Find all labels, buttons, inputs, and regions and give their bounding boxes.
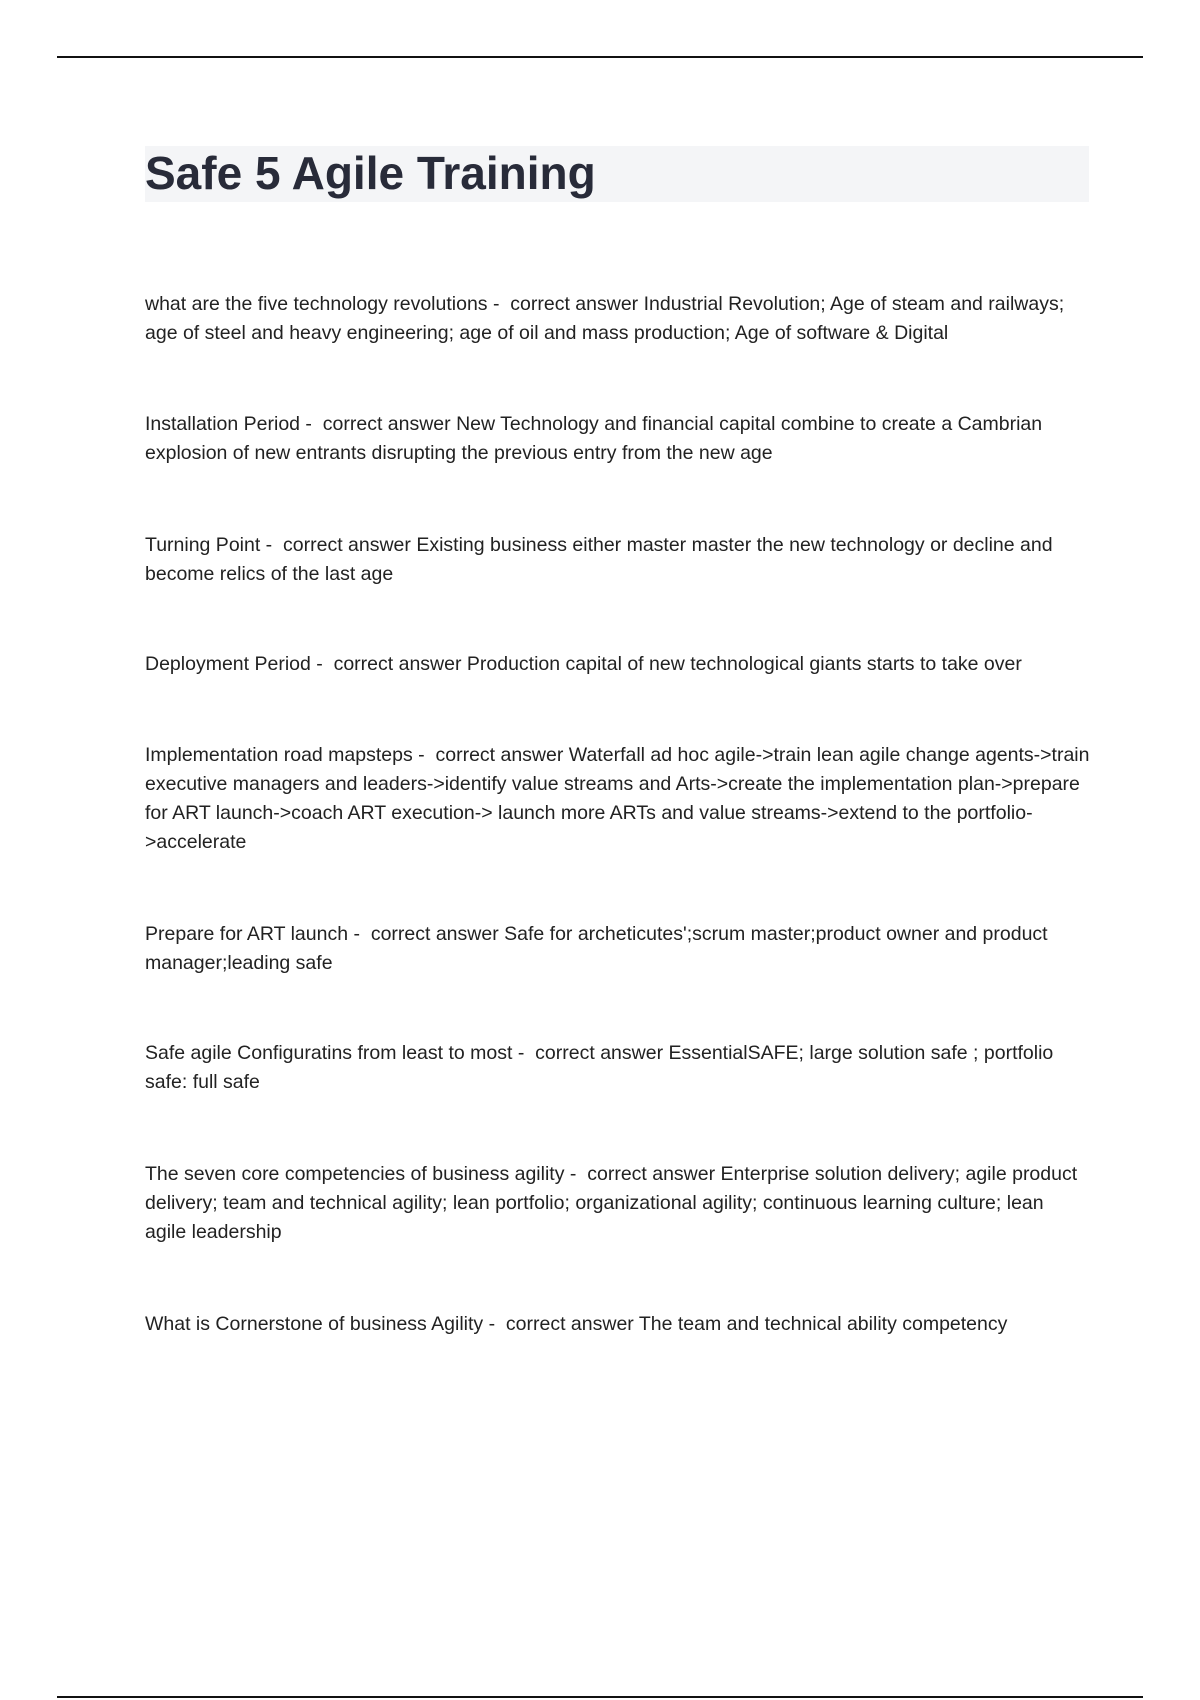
separator: - correct answer — [487, 293, 644, 315]
separator: - correct answer — [412, 744, 569, 766]
answer: Safe for archeticutes';scrum master;product owner and product manager;leading safe — [145, 923, 1048, 974]
question: Installation Period — [145, 413, 301, 435]
qa-item-6 — [145, 920, 1090, 978]
bottom-rule — [57, 1696, 1143, 1698]
separator: - correct answer — [260, 534, 417, 556]
question: what are the five technology revolutions — [145, 293, 488, 315]
qa-item-7 — [145, 1039, 1090, 1097]
question: Turning Point — [145, 534, 261, 556]
question: Implementation road mapsteps — [145, 744, 413, 766]
separator: - correct answer — [512, 1042, 669, 1064]
qa-item-1 — [145, 290, 1090, 348]
answer: Waterfall ad hoc agile->train lean agile change agents->train executive managers and leaders->identify value streams and Arts->create the implementation plan->prepare for ART launch->coach ART execution-> launch more ARTs and value streams->extend to the portfolio->accelerate — [145, 744, 1090, 853]
answer: Industrial Revolution; Age of steam and railways; age of steel and heavy engineering; age of oil and mass production; Age of software & Digital — [145, 293, 1065, 344]
page-title: Safe 5 Agile Training — [145, 147, 596, 199]
qa-item-8 — [145, 1160, 1090, 1247]
qa-item-3 — [145, 531, 1090, 589]
separator: - correct answer — [564, 1163, 721, 1185]
separator: - correct answer — [300, 413, 457, 435]
answer: The team and technical ability competency — [638, 1313, 1008, 1335]
question: Prepare for ART launch — [145, 923, 349, 945]
question: The seven core competencies of business agility — [145, 1163, 565, 1185]
answer: Existing business either master master the new technology or decline and become relics of the last age — [145, 534, 1053, 585]
separator: - correct answer — [348, 923, 505, 945]
answer: New Technology and financial capital combine to create a Cambrian explosion of new entrants disrupting the previous entry from the new age — [145, 413, 1043, 464]
question: Safe agile Configuratins from least to most — [145, 1042, 513, 1064]
qa-item-2 — [145, 410, 1090, 468]
question: What is Cornerstone of business Agility — [145, 1313, 484, 1335]
separator: - correct answer — [310, 653, 467, 675]
qa-item-9 — [145, 1310, 1090, 1339]
answer: Production capital of new technological giants starts to take over — [466, 653, 1022, 675]
top-rule — [57, 56, 1143, 58]
answer: Enterprise solution delivery; agile product delivery; team and technical agility; lean portfolio; organizational agility; continuous learning culture; lean agile leadership — [145, 1163, 1078, 1243]
question: Deployment Period — [145, 653, 311, 675]
separator: - correct answer — [483, 1313, 639, 1335]
qa-item-5 — [145, 741, 1090, 857]
answer: EssentialSAFE; large solution safe ; portfolio safe: full safe — [145, 1042, 1054, 1093]
qa-item-4 — [145, 650, 1090, 679]
